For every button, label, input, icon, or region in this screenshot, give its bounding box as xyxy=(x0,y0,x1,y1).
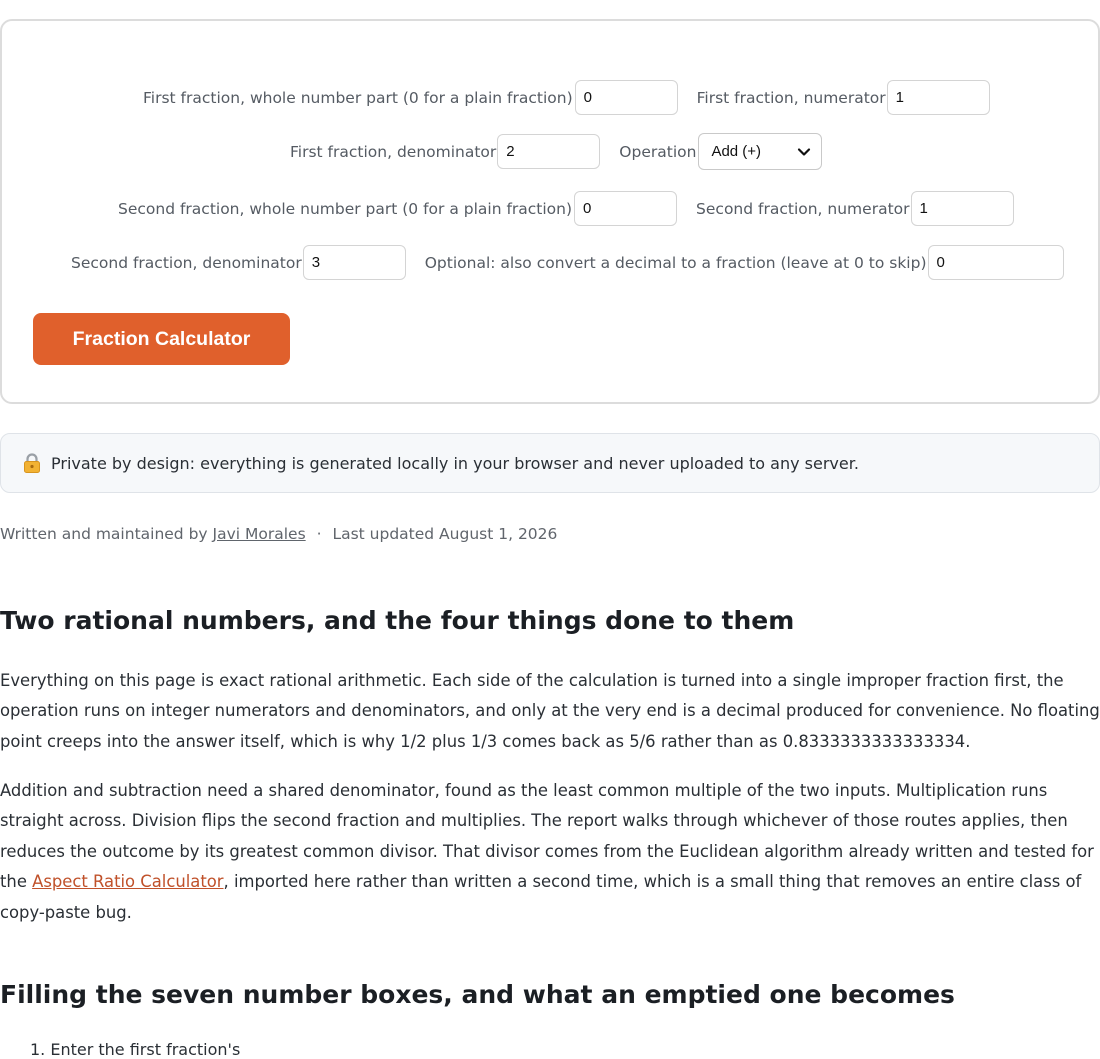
second-denominator-label: Second fraction, denominator xyxy=(71,253,302,272)
first-denominator-label: First fraction, denominator xyxy=(290,142,497,161)
second-whole-label: Second fraction, whole number part (0 for a plain fraction) xyxy=(118,199,573,218)
paragraph-operations-text-1: Addition and subtraction need a shared denominator, found as the least common multiple of the two inputs. Multiplication runs straight across. Division flips the second fraction and multiplies. The report walks through whichever of those routes applies, then reduces the outcome by its greatest common divisor. That divisor comes from the Euclidean algorithm already written and tested for the xyxy=(0,781,1094,892)
form-row-4 xyxy=(71,245,1064,280)
byline-prefix: Written and maintained by xyxy=(0,525,208,543)
decimal-label: Optional: also convert a decimal to a fraction (leave at 0 to skip) xyxy=(424,253,927,272)
first-whole-label: First fraction, whole number part (0 for a plain fraction) xyxy=(143,88,573,107)
decimal-input[interactable]: 0 xyxy=(928,245,1064,280)
second-whole-input[interactable]: 0 xyxy=(574,191,677,226)
privacy-text: Private by design: everything is generated locally in your browser and never uploaded to any server. xyxy=(51,453,859,473)
paragraph-operations xyxy=(0,776,1100,928)
section-heading-number-boxes: Filling the seven number boxes, and what an emptied one becomes xyxy=(0,980,955,1009)
first-whole-input[interactable]: 0 xyxy=(575,80,678,115)
form-row-3 xyxy=(118,191,1014,226)
lock-icon xyxy=(23,453,41,473)
first-denominator-input[interactable]: 2 xyxy=(497,134,600,169)
operation-label: Operation xyxy=(619,142,697,161)
aspect-ratio-calculator-link[interactable]: Aspect Ratio Calculator xyxy=(32,872,224,892)
fraction-calculator-button[interactable]: Fraction Calculator xyxy=(33,313,290,365)
operation-selected-value: Add (+) xyxy=(711,143,762,160)
first-numerator-input[interactable]: 1 xyxy=(887,80,990,115)
operation-select[interactable] xyxy=(698,133,822,170)
section-heading-rational-numbers: Two rational numbers, and the four things done to them xyxy=(0,606,795,635)
chevron-down-icon xyxy=(797,145,811,159)
paragraph-exact-arithmetic: Everything on this page is exact rational arithmetic. Each side of the calculation is turned into a single improper fraction first, the operation runs on integer numerators and denominators, and only at the very end is a decimal produced for convenience. No floating point creeps into the answer itself, which is why 1/2 plus 1/3 comes back as 5/6 rather than as 0.8333333333333334. xyxy=(0,671,1100,751)
second-numerator-input[interactable]: 1 xyxy=(911,191,1014,226)
second-denominator-input[interactable]: 3 xyxy=(303,245,406,280)
author-link[interactable]: Javi Morales xyxy=(212,525,306,543)
first-numerator-label: First fraction, numerator xyxy=(696,88,886,107)
paragraph-operations-text-2: , imported here rather than written a second time, which is a small thing that removes an entire class of copy-paste bug. xyxy=(0,872,1082,922)
byline-separator: · xyxy=(316,525,322,543)
byline xyxy=(0,525,557,543)
form-row-1 xyxy=(143,80,990,115)
privacy-notice xyxy=(0,433,1100,493)
form-row-2 xyxy=(290,133,822,170)
list-item: 1. Enter the first fraction's xyxy=(30,1040,241,1059)
second-numerator-label: Second fraction, numerator xyxy=(696,199,910,218)
calculator-form xyxy=(0,19,1100,404)
last-updated: Last updated August 1, 2026 xyxy=(332,525,558,543)
